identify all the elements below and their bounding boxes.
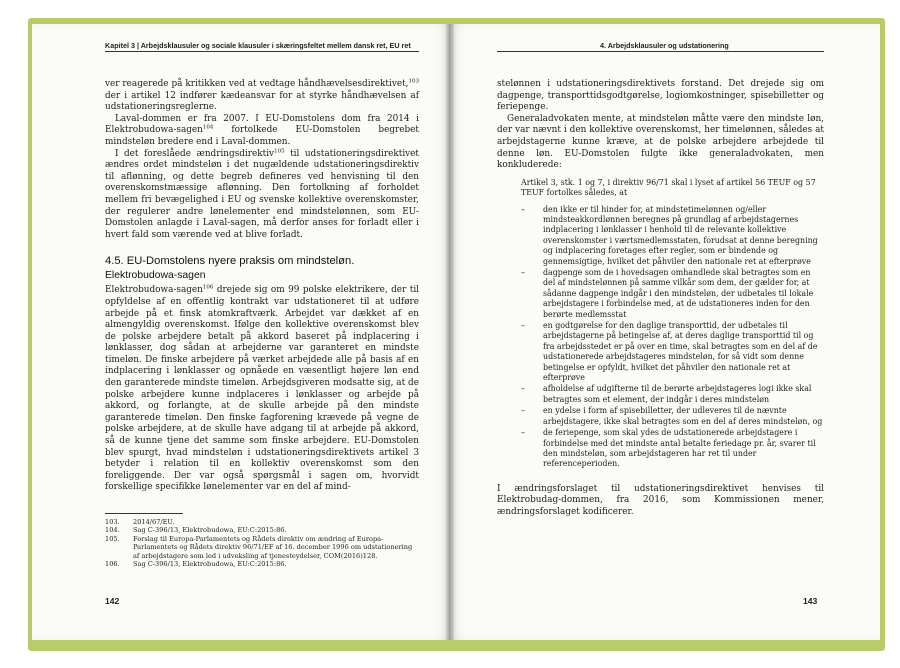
footnote: 103. 2014/67/EU. (105, 518, 175, 526)
footnote: 104. Sag C-396/13, Elektrobudowa, EU:C:2015:86. (105, 526, 287, 535)
quote-item: – en ydelse i form af spisebilletter, der udleveres til de nævnte arbejdstagere, ikke skal betragtes som en del af deres mindsteløn, og (521, 406, 823, 426)
closing-paragraph: I ændringsforslaget til udstationeringsdirektivet henvises til Elektrobudag-dommen, fra 2016, som Kommissionen mener, ændringsforslaget kodificerer. (497, 483, 824, 517)
quote-list (521, 205, 824, 470)
left-paragraph: I det foreslåede ændringsdirektiv$^{105}$ til udstationeringsdirektivet ændres ordet mindsteløn i det nugældende udstationeringsdirektiv til aflønning, og dette begreb defineres ved henvisning til den overenskomstmæssige aflønning. Den fortolkning af forholdet mellem fri bevægelighed i EU og svenske kollektive overenskomster, der regulerer andre lønelementer end mindstelønnen, som EU-Domstolen anlagde i Laval-sagen, må derfor anses for forladt eller i hvert fald som værende ved at blive forladt. (105, 148, 420, 240)
left-page-number: 142 (105, 596, 120, 606)
footnote: 106. Sag C-396/13, Elektrobudowa, EU:C:2015:86. (105, 560, 287, 569)
footnote-ref: 106 (202, 284, 214, 291)
footnote: 105. Forslag til Europa-Parlamentets og Rådets direktiv om ændring af Europa-Parlamentets og Rådets direktiv 96/71/EF af 16. december 1996 om udstationering af arbejdstagere som led i udveksling af tjenesteydelser, COM(2016)128. (105, 534, 413, 560)
dash-bullet: – (521, 384, 525, 394)
right-running-head: 4. Arbejdsklausuler og udstationering (600, 41, 729, 50)
quote-item: – afholdelse af udgifterne til de berørte arbejdstageres logi ikke skal betragtes som et element, der indgår i deres mindsteløn (521, 384, 812, 404)
right-body-text (497, 79, 824, 519)
section-paragraph: Elektrobudowa-sagen$^{106}$ drejede sig om 99 polske elektrikere, der til opfyldelse af en offentlig kontrakt var udstationeret til at udføre arbejde på et finsk atomkraftværk. Arbejdet var dækket af en almengyldig overenskomst. Ifølge den kollektive overenskomst blev de polske arbejdere betalt på akkord baseret på indplacering i lønklasser, dog sådan at arbejderne var garanteret en mindste timeløn. De finske arbejdere på værket arbejdede alle på basis af en indplacering i lønklasser og opnåede en væsentligt højere løn end den garanterede mindste timeløn. Arbejdsgiveren modsatte sig, at de polske arbejdere kunne indplaceres i lønklasser og arbejde på akkord, og forlangte, at de skulle arbejde på den mindste garanterede timeløn. Den finske fagforening krævede på vegne de polske arbejdere, at de skulle have adgang til at arbejde på akkord, så de kunne tjene det samme som finske arbejdere. EU-Domstolen blev spurgt, hvad mindsteløn i udstationeringsdirektivets artikel 3 betyder i relation til en kollektiv overenskomst som den foreliggende. Der var også spørgsmål i sagen om, hvorvidt forskellige specifikke lønelementer var en del af mind- (105, 284, 419, 493)
court-quote (521, 178, 824, 470)
dash-bullet: – (521, 406, 525, 416)
dash-bullet: – (521, 268, 525, 277)
quote-item: – en godtgørelse for den daglige transporttid, der udbetales til arbejdstagerne på betingelse af, at deres daglige transporttid til og fra arbejdsstedet er på over en time, skal betragtes som en del af de udstationerede arbejdstageres mindsteløn, for så vidt som denne betingelse er opfyldt, hvilket det påhviler den nationale ret at efterprøve (521, 321, 818, 383)
quote-item: – dagpenge som de i hovedsagen omhandlede skal betragtes som en del af mindstelønnen på samme vilkår som dem, der gælder for, at sådanne dagpenge indgår i den mindsteløn, der udbetales til lokale arbejdstagere i forbindelse med, at de udstationeres inden for den berørte medlemsstat (521, 268, 814, 319)
left-running-head: Kapitel 3 | Arbejdsklausuler og sociale klausuler i skæringsfeltet mellem dansk ret, EU ret (105, 41, 411, 50)
section-title: 4.5. EU-Domstolens nyere praksis om mindsteløn. (105, 255, 355, 268)
quote-item: – de feriepenge, som skal ydes de udstationerede arbejdstagere i forbindelse med det mindste antal betalte feriedage pr. år, svarer til den mindsteløn, som arbejdstageren har ret til under referenceperioden. (521, 428, 816, 469)
dash-bullet: – (521, 321, 525, 331)
quote-intro: Artikel 3, stk. 1 og 7, i direktiv 96/71 skal i lyset af artikel 56 TEUF og 57 TEUF fortolkes således, at (521, 177, 816, 198)
quote-item: – den ikke er til hinder for, at mindstetimelønnen og/eller mindsteakkordlønnen beregnes på grundlag af arbejdstagernes indplacering i lønklasser i henhold til de relevante kollektive overenskomster i værtsmedlemsstaten, forudsat at denne beregning og indplacering foretages efter regler, som er bindende og gennemsigtige, hvilket det påhviler den nationale ret at efterprøve (521, 204, 818, 266)
footnote-rule (105, 513, 183, 514)
footnote-ref: 104 (202, 124, 214, 131)
right-head-rule (497, 51, 824, 52)
section-subtitle: Elektrobudowa-sagen (105, 270, 206, 282)
left-head-rule (105, 51, 419, 52)
right-paragraph: stelønnen i udstationeringsdirektivets forstand. Det drejede sig om dagpenge, transporttidsgodtgørelse, logiomkostninger, spisebilletter og feriepenge. (497, 79, 824, 113)
left-paragraph: Laval-dommen er fra 2007. I EU-Domstolens dom fra 2014 i Elektrobudowa-sagen$^{104}$ fortolkede EU-Domstolen begrebet mindsteløn bredere end i Laval-dommen. (105, 113, 419, 147)
dash-bullet: – (521, 204, 525, 214)
book-gutter (446, 24, 454, 640)
left-paragraph: ver reagerede på kritikken ved at vedtage håndhævelsesdirektivet,$^{103}$ der i artikel 12 indfører kædeansvar for at styrke håndhævelsen af udstationeringsreglerne. (105, 78, 419, 113)
footnote-ref: 103 (408, 78, 419, 85)
footnotes (105, 518, 419, 568)
left-body-text (105, 79, 419, 494)
right-paragraph: Generaladvokaten mente, at mindsteløn måtte være den mindste løn, der var nævnt i den kollektive overenskomst, her timelønnen, således at arbejdstagerne kunne kræve, at de polske arbejdere arbejdede til denne løn. EU-Domstolen fulgte ikke generaladvokaten, men konkluderede: (497, 113, 824, 171)
footnote-ref: 105 (274, 148, 285, 155)
right-page-number: 143 (803, 596, 818, 606)
dash-bullet: – (521, 428, 525, 438)
